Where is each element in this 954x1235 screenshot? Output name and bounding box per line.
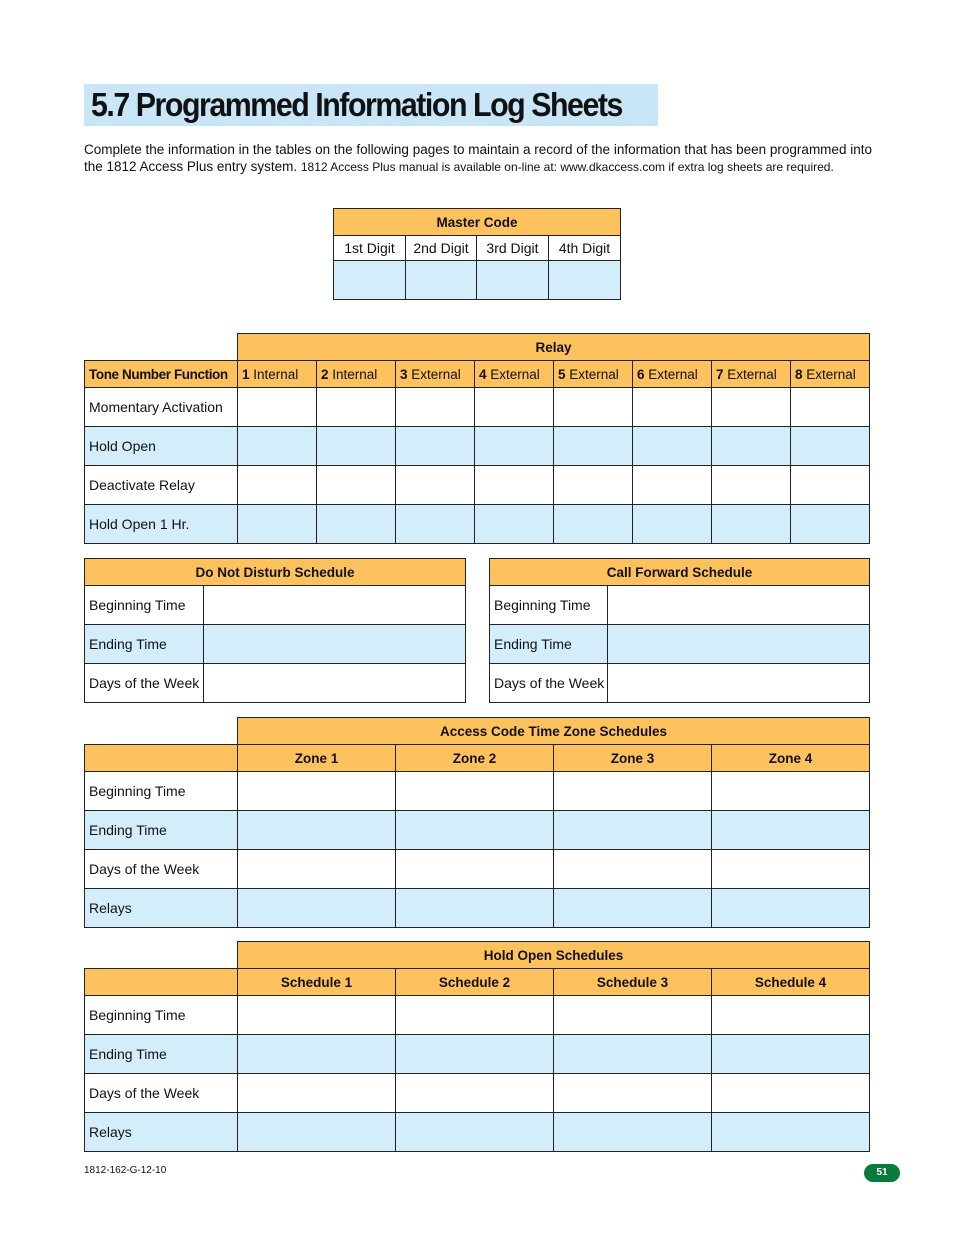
entry-cell[interactable] — [334, 261, 406, 300]
entry-cell[interactable] — [608, 625, 870, 664]
entry-cell[interactable] — [317, 388, 396, 427]
column-header: 1st Digit — [334, 236, 406, 261]
row-label: Relays — [85, 889, 238, 928]
row-label: Days of the Week — [85, 664, 204, 703]
row-label: Beginning Time — [490, 586, 608, 625]
relay-column-header: 6 External — [633, 361, 712, 388]
entry-cell[interactable] — [712, 427, 791, 466]
dnd-header: Do Not Disturb Schedule — [85, 559, 466, 586]
blank-cell — [85, 942, 238, 969]
entry-cell[interactable] — [396, 850, 554, 889]
row-label: Ending Time — [490, 625, 608, 664]
row-label: Ending Time — [85, 1035, 238, 1074]
access-zones-header: Access Code Time Zone Schedules — [238, 718, 870, 745]
entry-cell[interactable] — [238, 996, 396, 1035]
entry-cell[interactable] — [238, 850, 396, 889]
intro-paragraph — [84, 141, 874, 176]
entry-cell[interactable] — [396, 772, 554, 811]
entry-cell[interactable] — [238, 505, 317, 544]
entry-cell[interactable] — [608, 586, 870, 625]
zone-column-header: Zone 3 — [554, 745, 712, 772]
intro-small: 1812 Access Plus manual is available on-line at: www.dkaccess.com if extra log sheets are required. — [300, 160, 834, 174]
entry-cell[interactable] — [549, 261, 621, 300]
relay-column-header: 4 External — [475, 361, 554, 388]
entry-cell[interactable] — [406, 261, 477, 300]
entry-cell[interactable] — [633, 466, 712, 505]
entry-cell[interactable] — [238, 889, 396, 928]
entry-cell[interactable] — [204, 664, 466, 703]
blank-header-cell — [85, 745, 238, 772]
row-label: Beginning Time — [85, 996, 238, 1035]
row-label: Deactivate Relay — [85, 466, 238, 505]
entry-cell[interactable] — [238, 1035, 396, 1074]
relay-column-header: 3 External — [396, 361, 475, 388]
entry-cell[interactable] — [791, 388, 870, 427]
blank-header-cell — [85, 969, 238, 996]
tone-number-function-header: Tone Number Function — [85, 361, 238, 388]
entry-cell[interactable] — [554, 427, 633, 466]
entry-cell[interactable] — [475, 466, 554, 505]
master-code-header: Master Code — [334, 209, 621, 236]
row-label: Ending Time — [85, 625, 204, 664]
row-label: Days of the Week — [490, 664, 608, 703]
entry-cell[interactable] — [396, 996, 554, 1035]
entry-cell[interactable] — [238, 811, 396, 850]
row-label: Hold Open 1 Hr. — [85, 505, 238, 544]
entry-cell[interactable] — [554, 1113, 712, 1152]
column-header: 3rd Digit — [477, 236, 549, 261]
blank-cell — [85, 334, 238, 361]
entry-cell[interactable] — [475, 388, 554, 427]
entry-cell[interactable] — [317, 466, 396, 505]
entry-cell[interactable] — [396, 466, 475, 505]
entry-cell[interactable] — [396, 1074, 554, 1113]
row-label: Days of the Week — [85, 850, 238, 889]
row-label: Momentary Activation — [85, 388, 238, 427]
column-header: 2nd Digit — [406, 236, 477, 261]
row-label: Beginning Time — [85, 772, 238, 811]
entry-cell[interactable] — [554, 996, 712, 1035]
entry-cell[interactable] — [554, 772, 712, 811]
relay-column-header: 8 External — [791, 361, 870, 388]
row-label: Beginning Time — [85, 586, 204, 625]
entry-cell[interactable] — [712, 466, 791, 505]
zone-column-header: Zone 2 — [396, 745, 554, 772]
entry-cell[interactable] — [712, 1113, 870, 1152]
entry-cell[interactable] — [712, 1035, 870, 1074]
entry-cell[interactable] — [475, 427, 554, 466]
entry-cell[interactable] — [317, 505, 396, 544]
entry-cell[interactable] — [554, 388, 633, 427]
entry-cell[interactable] — [608, 664, 870, 703]
entry-cell[interactable] — [791, 427, 870, 466]
entry-cell[interactable] — [396, 427, 475, 466]
entry-cell[interactable] — [712, 1074, 870, 1113]
hold-open-header: Hold Open Schedules — [238, 942, 870, 969]
entry-cell[interactable] — [712, 388, 791, 427]
entry-cell[interactable] — [712, 889, 870, 928]
schedule-column-header: Schedule 3 — [554, 969, 712, 996]
entry-cell[interactable] — [204, 625, 466, 664]
entry-cell[interactable] — [554, 505, 633, 544]
entry-cell[interactable] — [554, 889, 712, 928]
entry-cell[interactable] — [238, 466, 317, 505]
entry-cell[interactable] — [712, 772, 870, 811]
entry-cell[interactable] — [554, 811, 712, 850]
entry-cell[interactable] — [712, 505, 791, 544]
schedule-column-header: Schedule 4 — [712, 969, 870, 996]
entry-cell[interactable] — [791, 505, 870, 544]
entry-cell[interactable] — [554, 466, 633, 505]
call-forward-table — [489, 558, 870, 703]
relay-column-header: 2 Internal — [317, 361, 396, 388]
entry-cell[interactable] — [204, 586, 466, 625]
entry-cell[interactable] — [477, 261, 549, 300]
blank-cell — [85, 718, 238, 745]
entry-cell[interactable] — [554, 850, 712, 889]
relay-column-header: 7 External — [712, 361, 791, 388]
entry-cell[interactable] — [633, 505, 712, 544]
entry-cell[interactable] — [396, 1113, 554, 1152]
entry-cell[interactable] — [554, 1074, 712, 1113]
entry-cell[interactable] — [396, 505, 475, 544]
schedule-column-header: Schedule 2 — [396, 969, 554, 996]
entry-cell[interactable] — [396, 811, 554, 850]
relay-column-header: 1 Internal — [238, 361, 317, 388]
zone-column-header: Zone 4 — [712, 745, 870, 772]
hold-open-table — [84, 941, 870, 1152]
master-code-table — [333, 208, 621, 300]
entry-cell[interactable] — [238, 388, 317, 427]
entry-cell[interactable] — [396, 1035, 554, 1074]
document-id: 1812-162-G-12-10 — [84, 1165, 167, 1176]
relay-header: Relay — [238, 334, 870, 361]
entry-cell[interactable] — [712, 850, 870, 889]
page-number-badge: 51 — [864, 1164, 900, 1182]
page-title: 5.7 Programmed Information Log Sheets — [91, 86, 622, 123]
schedule-column-header: Schedule 1 — [238, 969, 396, 996]
relay-column-header: 5 External — [554, 361, 633, 388]
row-label: Ending Time — [85, 811, 238, 850]
entry-cell[interactable] — [475, 505, 554, 544]
entry-cell[interactable] — [712, 996, 870, 1035]
row-label: Relays — [85, 1113, 238, 1152]
entry-cell[interactable] — [791, 466, 870, 505]
entry-cell[interactable] — [633, 427, 712, 466]
zone-column-header: Zone 1 — [238, 745, 396, 772]
entry-cell[interactable] — [396, 388, 475, 427]
row-label: Days of the Week — [85, 1074, 238, 1113]
access-zones-table — [84, 717, 870, 928]
entry-cell[interactable] — [238, 772, 396, 811]
relay-table — [84, 333, 870, 544]
intro-main: Complete the information in the tables on the following pages to maintain a record of the information that has been programmed into the 1812 Access Plus entry system. — [84, 142, 872, 174]
dnd-table — [84, 558, 466, 703]
call-forward-header: Call Forward Schedule — [490, 559, 870, 586]
entry-cell[interactable] — [712, 811, 870, 850]
entry-cell[interactable] — [238, 1113, 396, 1152]
entry-cell[interactable] — [238, 1074, 396, 1113]
row-label: Hold Open — [85, 427, 238, 466]
entry-cell[interactable] — [633, 388, 712, 427]
column-header: 4th Digit — [549, 236, 621, 261]
entry-cell[interactable] — [396, 889, 554, 928]
entry-cell[interactable] — [317, 427, 396, 466]
entry-cell[interactable] — [554, 1035, 712, 1074]
entry-cell[interactable] — [238, 427, 317, 466]
